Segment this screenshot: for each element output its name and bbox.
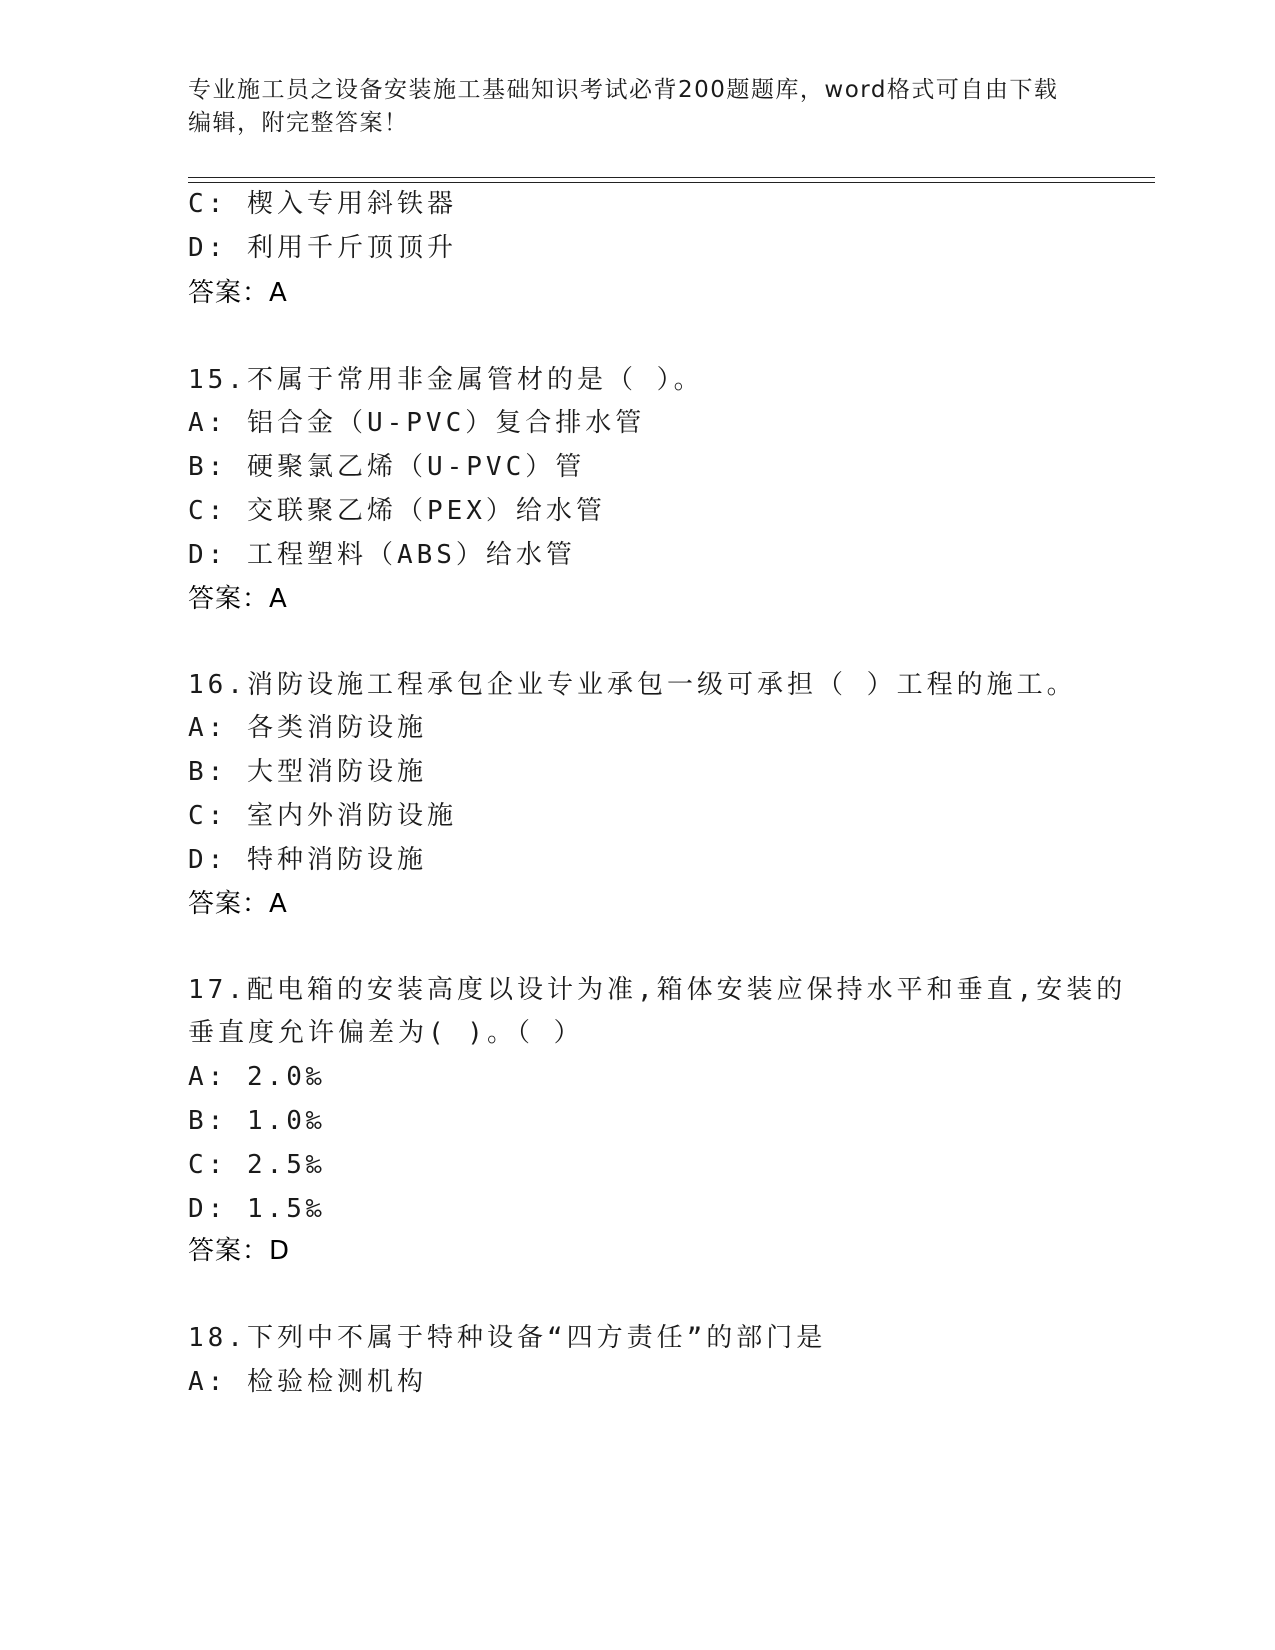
- option-c: C: 室内外消防设施: [188, 801, 457, 831]
- option-c: C: 楔入专用斜铁器: [188, 189, 457, 219]
- option-a: A: 检验检测机构: [188, 1367, 427, 1397]
- option-d: D: 工程塑料（ABS）给水管: [188, 540, 576, 570]
- option-b: B: 硬聚氯乙烯（U-PVC）管: [188, 452, 586, 482]
- option-d: D: 特种消防设施: [188, 845, 427, 875]
- option-d: D: 1.5‰: [188, 1194, 326, 1224]
- option-c: C: 交联聚乙烯（PEX）给水管: [188, 496, 606, 526]
- answer: 答案：D: [188, 1236, 291, 1266]
- question-stem: 18.下列中不属于特种设备“四方责任”的部门是: [188, 1323, 827, 1353]
- header-divider-top: [188, 177, 1155, 178]
- answer: 答案：A: [188, 584, 288, 614]
- option-a: A: 各类消防设施: [188, 713, 427, 743]
- question-stem-line1: 17.配电箱的安装高度以设计为准,箱体安装应保持水平和垂直,安装的: [188, 975, 1127, 1005]
- answer: 答案：A: [188, 278, 288, 308]
- option-b: B: 1.0‰: [188, 1106, 326, 1136]
- question-stem: 15.不属于常用非金属管材的是（ ）。: [188, 365, 704, 395]
- option-c: C: 2.5‰: [188, 1150, 326, 1180]
- document-header: [188, 74, 1068, 140]
- header-title-line2: 编辑，附完整答案！: [188, 110, 409, 136]
- option-a: A: 铝合金（U-PVC）复合排水管: [188, 408, 646, 438]
- option-b: B: 大型消防设施: [188, 757, 427, 787]
- option-d: D: 利用千斤顶顶升: [188, 233, 457, 263]
- option-a: A: 2.0‰: [188, 1062, 326, 1092]
- answer: 答案：A: [188, 889, 288, 919]
- question-stem: 16.消防设施工程承包企业专业承包一级可承担（ ）工程的施工。: [188, 670, 1077, 700]
- question-stem-line2: 垂直度允许偏差为( )。（ ）: [188, 1018, 584, 1048]
- header-title-line1: 专业施工员之设备安装施工基础知识考试必背200题题库，word格式可自由下载: [188, 77, 1059, 103]
- header-divider-bottom: [188, 182, 1155, 183]
